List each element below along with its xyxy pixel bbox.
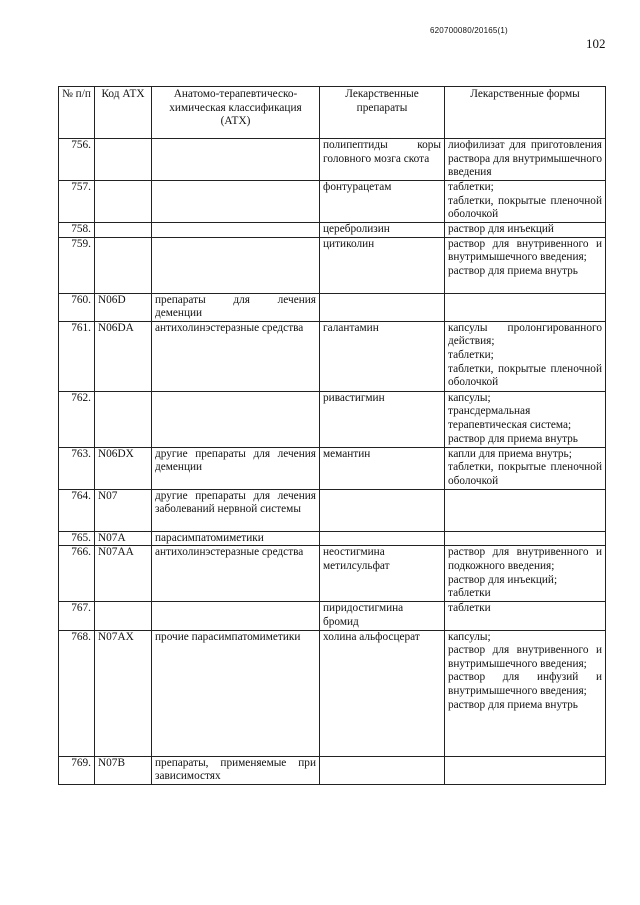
dosage-form-item: трансдермальная терапевтическая система; <box>448 405 572 431</box>
cell-atc-code: N06DX <box>95 447 152 489</box>
cell-number: 768. <box>59 630 95 756</box>
cell-number: 769. <box>59 756 95 784</box>
dosage-form-item: раствор для инъекций; <box>448 573 558 586</box>
cell-dosage-forms <box>445 546 606 602</box>
table-row <box>59 223 606 238</box>
cell-number: 756. <box>59 139 95 181</box>
cell-number: 757. <box>59 181 95 223</box>
table-row <box>59 630 606 756</box>
cell-number: 763. <box>59 447 95 489</box>
cell-dosage-forms <box>445 391 606 447</box>
column-header-dosage-forms: Лекарственные формы <box>445 87 606 139</box>
cell-number: 764. <box>59 489 95 531</box>
cell-dosage-forms <box>445 489 606 531</box>
dosage-form-item: раствор для инъекций <box>448 223 554 235</box>
cell-atc-code: N06D <box>95 293 152 321</box>
cell-atc-code <box>95 391 152 447</box>
cell-atc-classification <box>152 223 320 238</box>
table-row <box>59 139 606 181</box>
cell-atc-code: N07AX <box>95 630 152 756</box>
cell-drugs <box>320 489 445 531</box>
document-code: 620700080/20165(1) <box>430 26 508 35</box>
cell-drugs: фонтурацетам <box>320 181 445 223</box>
column-header-drugs: Лекарственные препараты <box>320 87 445 139</box>
table-row <box>59 391 606 447</box>
cell-dosage-forms <box>445 293 606 321</box>
cell-atc-code <box>95 139 152 181</box>
cell-drugs <box>320 756 445 784</box>
cell-atc-classification: другие препараты для лечения деменции <box>152 447 320 489</box>
column-header-atc-code: Код АТХ <box>95 87 152 139</box>
page-number: 102 <box>586 36 606 51</box>
cell-drugs: ривастигмин <box>320 391 445 447</box>
cell-dosage-forms <box>445 447 606 489</box>
cell-drugs: мемантин <box>320 447 445 489</box>
dosage-form-item: капли для приема внутрь; <box>448 447 572 460</box>
cell-atc-classification: препараты, применяемые при зависимостях <box>152 756 320 784</box>
cell-atc-code: N06DA <box>95 321 152 391</box>
cell-atc-classification <box>152 181 320 223</box>
cell-atc-code: N07 <box>95 489 152 531</box>
cell-drugs: неостигмина метилсульфат <box>320 546 445 602</box>
dosage-form-item: таблетки, покрытые пленочной оболочкой <box>448 362 602 389</box>
cell-atc-code: N07A <box>95 531 152 546</box>
cell-drugs: полипептиды коры головного мозга скота <box>320 139 445 181</box>
cell-atc-code: N07B <box>95 756 152 784</box>
dosage-form-item: раствор для приема внутрь <box>448 432 578 445</box>
cell-dosage-forms <box>445 181 606 223</box>
table-row <box>59 181 606 223</box>
cell-dosage-forms <box>445 139 606 181</box>
table-body <box>59 139 606 785</box>
cell-atc-classification: парасимпатомиметики <box>152 531 320 546</box>
column-header-atc-classification: Анатомо-терапевтическо-химическая классификация (АТХ) <box>152 87 320 139</box>
cell-dosage-forms <box>445 321 606 391</box>
table-row <box>59 489 606 531</box>
cell-dosage-forms <box>445 223 606 238</box>
cell-atc-classification: прочие парасимпатомиметики <box>152 630 320 756</box>
table-row <box>59 531 606 546</box>
dosage-form-item: раствор для инфузий и внутримышечного введения; <box>448 671 602 697</box>
cell-number: 765. <box>59 531 95 546</box>
cell-atc-classification <box>152 391 320 447</box>
dosage-form-item: капсулы пролонгированного действия; <box>448 321 602 348</box>
cell-drugs <box>320 531 445 546</box>
table-header-row <box>59 87 606 139</box>
cell-dosage-forms <box>445 602 606 630</box>
cell-atc-code <box>95 602 152 630</box>
cell-number: 766. <box>59 546 95 602</box>
cell-atc-classification: антихолинэстеразные средства <box>152 546 320 602</box>
dosage-form-item: таблетки, покрытые пленочной оболочкой <box>448 194 602 221</box>
cell-atc-code: N07AA <box>95 546 152 602</box>
cell-drugs: холина альфосцерат <box>320 630 445 756</box>
table-row <box>59 546 606 602</box>
cell-drugs: церебролизин <box>320 223 445 238</box>
cell-number: 760. <box>59 293 95 321</box>
cell-atc-code <box>95 223 152 238</box>
table-row <box>59 293 606 321</box>
cell-atc-code <box>95 237 152 293</box>
dosage-form-item: раствор для внутривенного и внутримышечного введения; <box>448 237 602 264</box>
dosage-form-item: лиофилизат для приготовления раствора для внутримышечного введения <box>448 139 602 179</box>
cell-atc-classification <box>152 237 320 293</box>
dosage-form-item: таблетки <box>448 587 491 600</box>
table-row <box>59 321 606 391</box>
dosage-form-item: раствор для внутривенного и подкожного введения; <box>448 546 602 572</box>
cell-atc-code <box>95 181 152 223</box>
cell-dosage-forms <box>445 237 606 293</box>
drug-classification-table <box>58 86 606 785</box>
cell-drugs <box>320 293 445 321</box>
cell-dosage-forms <box>445 756 606 784</box>
cell-number: 767. <box>59 602 95 630</box>
cell-number: 762. <box>59 391 95 447</box>
table-row <box>59 756 606 784</box>
cell-drugs: галантамин <box>320 321 445 391</box>
dosage-form-item: таблетки, покрытые пленочной оболочкой <box>448 461 602 487</box>
dosage-form-item: раствор для приема внутрь <box>448 698 578 711</box>
column-header-number: № п/п <box>59 87 95 139</box>
cell-number: 759. <box>59 237 95 293</box>
dosage-form-item: капсулы; <box>448 391 491 404</box>
dosage-form-item: капсулы; <box>448 630 491 643</box>
cell-drugs: цитиколин <box>320 237 445 293</box>
table-row <box>59 602 606 630</box>
cell-atc-classification: препараты для лечения деменции <box>152 293 320 321</box>
dosage-form-item: раствор для внутривенного и внутримышечного введения; <box>448 644 602 670</box>
cell-atc-classification: антихолинэстеразные средства <box>152 321 320 391</box>
cell-dosage-forms <box>445 531 606 546</box>
dosage-form-item: таблетки; <box>448 348 494 361</box>
table-row <box>59 447 606 489</box>
cell-atc-classification <box>152 602 320 630</box>
dosage-form-item: таблетки <box>448 602 491 615</box>
cell-number: 761. <box>59 321 95 391</box>
dosage-form-item: раствор для приема внутрь <box>448 264 578 277</box>
dosage-form-item: таблетки; <box>448 181 494 193</box>
cell-atc-classification <box>152 139 320 181</box>
cell-atc-classification: другие препараты для лечения заболеваний нервной системы <box>152 489 320 531</box>
table-row <box>59 237 606 293</box>
cell-number: 758. <box>59 223 95 238</box>
cell-dosage-forms <box>445 630 606 756</box>
cell-drugs: пиридостигмина бромид <box>320 602 445 630</box>
